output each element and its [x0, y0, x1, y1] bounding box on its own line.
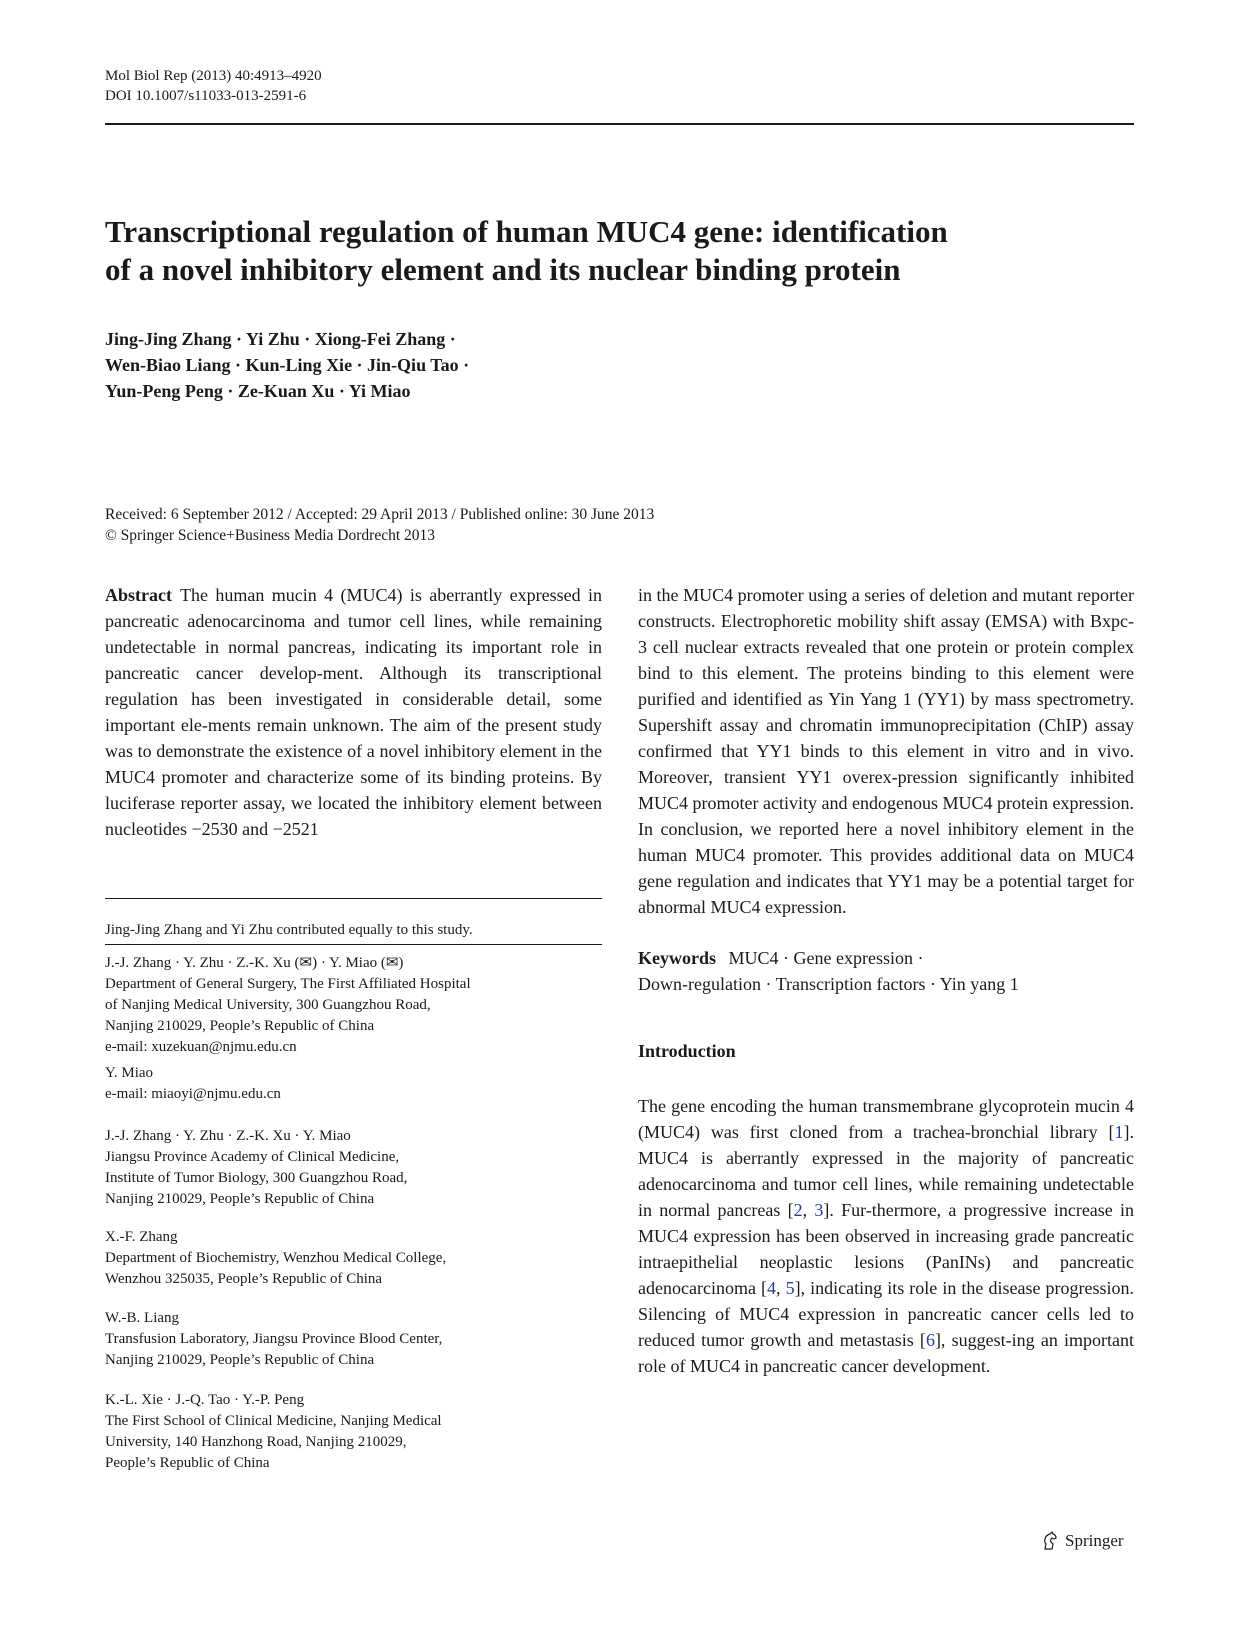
author-line-2: Wen-Biao Liang · Kun-Ling Xie · Jin-Qiu Tao · [105, 355, 470, 375]
affiliation-names: K.-L. Xie · J.-Q. Tao · Y.-P. Peng [105, 1392, 305, 1408]
affiliation-3 [105, 1126, 407, 1210]
affiliation-line: Department of Biochemistry, Wenzhou Medical College, [105, 1250, 447, 1266]
introduction-heading: Introduction [638, 1041, 736, 1061]
left-column [105, 582, 602, 842]
journal-citation: Mol Biol Rep (2013) 40:4913–4920 [105, 68, 322, 84]
affiliation-line: Nanjing 210029, People’s Republic of China [105, 1018, 375, 1034]
affiliation-line: Transfusion Laboratory, Jiangsu Province Blood Center, [105, 1331, 443, 1347]
intro-text: , [802, 1200, 815, 1220]
intro-text: ]. MUC4 is aberrantly expressed in the majority of pancreatic adenocarcinoma and tumor cell lines, while remaining undetectable in normal pancreas [ [638, 1122, 1134, 1220]
affiliation-line: University, 140 Hanzhong Road, Nanjing 210029, [105, 1434, 407, 1450]
springer-brand: Springer [1065, 1531, 1124, 1550]
affiliation-line: Nanjing 210029, People’s Republic of China [105, 1352, 375, 1368]
citation-link[interactable]: 1 [1114, 1122, 1124, 1142]
citation-link[interactable]: 6 [925, 1330, 935, 1350]
affiliation-line: Institute of Tumor Biology, 300 Guangzhou Road, [105, 1170, 408, 1186]
citation-link[interactable]: 5 [785, 1278, 795, 1298]
affiliation-1 [105, 953, 471, 1058]
affiliation-names: W.-B. Liang [105, 1310, 180, 1326]
footnote-rule-bottom [105, 944, 602, 945]
citation-link[interactable]: 2 [793, 1200, 803, 1220]
footnote-rule-top [105, 898, 602, 899]
publisher-footer [1040, 1531, 1124, 1551]
keywords-line-1 [638, 945, 1134, 971]
title-line-1: Transcriptional regulation of human MUC4 gene: identification [105, 214, 948, 249]
citation-link[interactable]: 3 [814, 1200, 824, 1220]
affiliation-5 [105, 1308, 442, 1371]
introduction-paragraph [638, 1093, 1134, 1379]
affiliation-names: J.-J. Zhang · Y. Zhu · Z.-K. Xu (✉) · Y. Miao (✉) [105, 955, 404, 971]
keywords-text-1: MUC4 · Gene expression · [728, 948, 924, 968]
affiliation-6 [105, 1390, 442, 1474]
affiliation-line: Nanjing 210029, People’s Republic of China [105, 1191, 375, 1207]
abstract-label: Abstract [105, 585, 172, 605]
affiliation-line: Jiangsu Province Academy of Clinical Medicine, [105, 1149, 400, 1165]
article-title [105, 213, 1135, 289]
affiliation-line: Department of General Surgery, The First Affiliated Hospital [105, 976, 471, 992]
author-line-1: Jing-Jing Zhang · Yi Zhu · Xiong-Fei Zhang · [105, 329, 456, 349]
affiliation-line: Wenzhou 325035, People’s Republic of China [105, 1271, 383, 1287]
author-line-3: Yun-Peng Peng · Ze-Kuan Xu · Yi Miao [105, 381, 411, 401]
affiliation-line: The First School of Clinical Medicine, Nanjing Medical [105, 1413, 442, 1429]
keywords-text-2: Down-regulation · Transcription factors · Yin yang 1 [638, 974, 1019, 994]
intro-text: ], suggest-ing an important role of MUC4 in pancreatic cancer development. [638, 1330, 1135, 1376]
affiliation-4 [105, 1227, 446, 1290]
intro-text: ], indicating its role in the disease progression. Silencing of MUC4 expression in pancreatic cancer cells led to reduced tumor growth and metastasis [ [638, 1278, 1134, 1350]
author-list [105, 326, 469, 404]
article-dates [105, 504, 654, 546]
title-line-2: of a novel inhibitory element and its nuclear binding protein [105, 252, 901, 287]
intro-text: , [776, 1278, 786, 1298]
journal-header [105, 66, 322, 106]
affiliation-line: People’s Republic of China [105, 1455, 270, 1471]
header-rule [105, 123, 1134, 125]
springer-horse-icon [1040, 1531, 1060, 1551]
affiliation-names: Y. Miao [105, 1065, 154, 1081]
email-link[interactable]: e-mail: xuzekuan@njmu.edu.cn [105, 1039, 297, 1055]
copyright: © Springer Science+Business Media Dordrecht 2013 [105, 527, 436, 544]
intro-text: The gene encoding the human transmembrane glycoprotein mucin 4 (MUC4) was first cloned from a trachea-bronchial library [ [638, 1096, 1134, 1142]
intro-text: ]. Fur-thermore, a progressive increase in MUC4 expression has been observed in increasing grade pancreatic intraepithelial neoplastic lesions (PanINs) and pancreatic adenocarcinoma [ [638, 1200, 1135, 1298]
affiliation-2 [105, 1063, 281, 1105]
email-link[interactable]: e-mail: miaoyi@njmu.edu.cn [105, 1086, 281, 1102]
keywords-label: Keywords [638, 948, 716, 968]
affiliation-names: J.-J. Zhang · Y. Zhu · Z.-K. Xu · Y. Miao [105, 1128, 351, 1144]
abstract-continuation: in the MUC4 promoter using a series of deletion and mutant reporter constructs. Electrophoretic mobility shift assay (EMSA) with Bxpc-3 cell nuclear extracts revealed that one protein or protein complex bind to this element. The proteins binding to this element were purified and identified as Yin Yang 1 (YY1) by mass spectrometry. Supershift assay and chromatin immunoprecipitation (ChIP) assay confirmed that YY1 binds to this element in vitro and in vivo. Moreover, transient YY1 overex-pression significantly inhibited MUC4 promoter activity and endogenous MUC4 protein expression. In conclusion, we reported here a novel inhibitory element in the human MUC4 promoter. This provides additional data on MUC4 gene regulation and indicates that YY1 may be a potential target for abnormal MUC4 expression. [638, 585, 1134, 917]
abstract-text: The human mucin 4 (MUC4) is aberrantly expressed in pancreatic adenocarcinoma and tumor cell lines, while remaining undetectable in normal pancreas, indicating its important role in pancreatic cancer develop-ment. Although its transcriptional regulation has been investigated in considerable detail, some important ele-ments remain unknown. The aim of the present study was to demonstrate the existence of a novel inhibitory element in the MUC4 promoter and characterize some of its binding proteins. By luciferase reporter assay, we located the inhibitory element between nucleotides −2530 and −2521 [105, 585, 602, 839]
abstract-paragraph [105, 582, 602, 842]
affiliation-names: X.-F. Zhang [105, 1229, 178, 1245]
citation-link[interactable]: 4 [767, 1278, 776, 1298]
doi[interactable]: DOI 10.1007/s11033-013-2591-6 [105, 88, 307, 104]
keywords [638, 945, 1134, 997]
equal-contribution-note: Jing-Jing Zhang and Yi Zhu contributed equally to this study. [105, 922, 473, 938]
affiliation-line: of Nanjing Medical University, 300 Guangzhou Road, [105, 997, 431, 1013]
history-dates: Received: 6 September 2012 / Accepted: 29 April 2013 / Published online: 30 June 2013 [105, 506, 655, 523]
right-column [638, 582, 1134, 1379]
